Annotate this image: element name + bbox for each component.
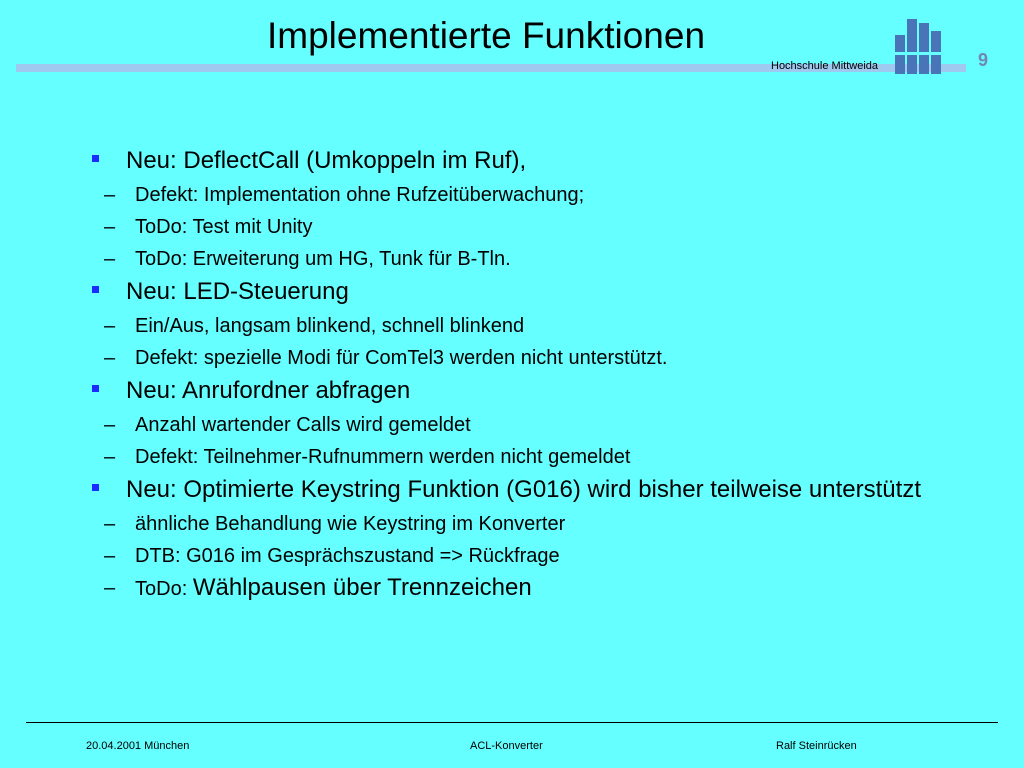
sub-bullet-item [54,543,960,569]
footer-author: Ralf Steinrücken [776,740,857,752]
sub-bullet-item [54,182,960,208]
sub-bullet-text: Anzahl wartender Calls wird gemeldet [135,414,471,436]
sub-bullet-text: Defekt: Implementation ohne Rufzeitüberwachung; [135,184,585,206]
sub-bullet-item [54,444,960,470]
square-bullet-icon [92,385,99,392]
dash-bullet-icon: – [104,577,116,599]
footer-divider [26,722,998,723]
sub-bullet-text: ToDo: Test mit Unity [135,216,313,238]
sub-bullet-item [54,511,960,537]
sub-bullet-item [54,313,960,339]
footer-date: 20.04.2001 München [86,740,190,752]
page-number: 9 [978,50,989,70]
bullet-text: Neu: DeflectCall (Umkoppeln im Ruf), [126,147,527,174]
sub-bullet-prefix: ToDo: [135,578,188,600]
footer-title: ACL-Konverter [470,740,543,752]
bullet-item [90,375,960,406]
square-bullet-icon [92,286,99,293]
sub-bullet-item [54,246,960,272]
sub-bullet-text: Defekt: spezielle Modi für ComTel3 werden nicht unterstützt. [135,347,668,369]
sub-bullet-text: ToDo: Erweiterung um HG, Tunk für B-Tln. [135,248,511,270]
sub-bullet-item [54,412,960,438]
sub-bullet-text: DTB: G016 im Gesprächszustand => Rückfrage [135,545,560,567]
square-bullet-icon [92,155,99,162]
bullet-item [90,145,960,176]
sub-bullet-text: ähnliche Behandlung wie Keystring im Konverter [135,513,566,535]
sub-bullet-text: Wählpausen über Trennzeichen [192,574,532,601]
bullet-list [90,141,960,602]
dash-bullet-icon: – [104,248,116,270]
dash-bullet-icon: – [104,414,116,436]
sub-bullet-item [54,575,960,602]
bullet-item [90,276,960,307]
bullet-item [90,474,960,505]
slide-title: Implementierte Funktionen [266,15,706,56]
dash-bullet-icon: – [104,513,116,535]
institution-name: Hochschule Mittweida [771,60,878,72]
sub-bullet-item [54,214,960,240]
bullet-text: Neu: Optimierte Keystring Funktion (G016) wird bisher teilweise unterstützt [126,476,921,503]
bullet-text: Neu: LED-Steuerung [126,278,349,305]
dash-bullet-icon: – [104,347,116,369]
sub-bullet-item [54,345,960,371]
university-building-logo-icon [894,17,946,75]
dash-bullet-icon: – [104,315,116,337]
square-bullet-icon [92,484,99,491]
dash-bullet-icon: – [104,446,116,468]
sub-bullet-text: Ein/Aus, langsam blinkend, schnell blinkend [135,315,525,337]
dash-bullet-icon: – [104,216,116,238]
dash-bullet-icon: – [104,184,116,206]
bullet-text: Neu: Anrufordner abfragen [126,377,411,404]
dash-bullet-icon: – [104,545,116,567]
sub-bullet-text: Defekt: Teilnehmer-Rufnummern werden nicht gemeldet [135,446,631,468]
